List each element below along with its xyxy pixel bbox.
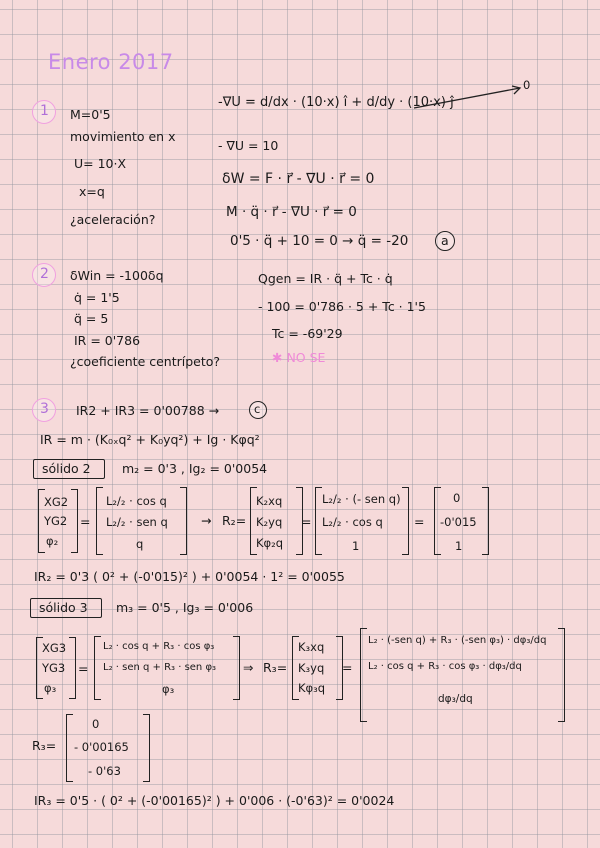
p3-inertia-formula: IR = m · (K₀ₓq² + K₀yq²) + Ig · Kφq² xyxy=(40,432,260,447)
m2-der-0: L₂/₂ · (- sen q) xyxy=(322,492,401,506)
p1-mass: M=0'5 xyxy=(70,107,111,122)
m2-mid-2: q xyxy=(136,537,144,551)
m3-der-2: dφ₃/dq xyxy=(438,693,473,705)
m3-equals-2: = xyxy=(342,660,353,675)
m2-equals-2: = xyxy=(301,514,312,529)
m2-mid-0: L₂/₂ · cos q xyxy=(106,494,167,508)
p2-substitution: - 100 = 0'786 · 5 + Tc · 1'5 xyxy=(258,299,426,314)
m2-mid-bracket-left xyxy=(96,487,103,555)
m2-der-1: L₂/₂ · cos q xyxy=(322,515,383,529)
m2-k-0: K₂xq xyxy=(256,494,283,508)
m2-der-2: 1 xyxy=(352,539,360,553)
p2-no-se: ✱ NO SE xyxy=(272,350,326,365)
m3-mid-bracket-right xyxy=(233,636,240,700)
m3-der-1: L₂ · cos q + R₃ · cos φ₃ · dφ₃/dq xyxy=(368,661,522,672)
p1-potential: U= 10·X xyxy=(74,156,127,171)
m2-k-2: Kφ₂q xyxy=(256,536,284,550)
m2-k-1: K₂yq xyxy=(256,515,283,529)
m3-mid-bracket-left xyxy=(94,636,101,700)
m3-lhs-bracket-right xyxy=(69,637,76,699)
p3-ir2: IR₂ = 0'3 ( 0² + (-0'015)² ) + 0'0054 · 1² = 0'0055 xyxy=(34,569,345,584)
p3-sum: IR2 + IR3 = 0'00788 → xyxy=(76,403,220,418)
p2-qgen: Qgen = IR · q̈ + Tc · q̇ xyxy=(258,271,393,286)
r3-label: R₃= xyxy=(263,660,288,675)
m2-lhs-0: XG2 xyxy=(44,495,69,509)
m3-arrow: ⇒ xyxy=(243,660,254,675)
p1-gradient-eq: -∇U = d/dx · (10·x) î + d/dy · (10·x) ĵ xyxy=(218,95,454,110)
p2-work: δWin = -100δq xyxy=(70,268,164,283)
m3-mid-1: L₂ · sen q + R₃ · sen φ₃ xyxy=(103,662,217,673)
p2-question: ¿coeficiente centrípeto? xyxy=(70,354,221,369)
m2-der-bracket-right xyxy=(402,487,409,555)
p1-eq-motion: M · q̈ · r⃗ - ∇U · r⃗ = 0 xyxy=(226,204,357,220)
solido-2-label: sólido 2 xyxy=(42,461,91,476)
p2-velocity: q̇ = 1'5 xyxy=(74,290,120,305)
p2-acceleration: q̈ = 5 xyxy=(74,311,109,326)
m3-der-bracket-right xyxy=(558,628,565,722)
m3-der-0: L₂ · (-sen q) + R₃ · (-sen φ₃) · dφ₃/dq xyxy=(368,635,547,646)
p1-result: 0'5 · q̈ + 10 = 0 → q̈ = -20 xyxy=(230,233,409,249)
m2-val-1: -0'015 xyxy=(440,515,477,529)
m2-val-0: 0 xyxy=(453,491,461,505)
p3-answer: c xyxy=(254,402,261,416)
p1-movement: movimiento en x xyxy=(70,129,176,144)
p1-x: x=q xyxy=(79,184,105,199)
p3-ir3: IR₃ = 0'5 · ( 0² + (-0'00165)² ) + 0'006 · (-0'63)² = 0'0024 xyxy=(34,793,395,808)
m2-der-bracket-left xyxy=(315,487,322,555)
problem-2-number: 2 xyxy=(40,266,49,282)
m3-lhs-1: YG3 xyxy=(42,661,66,675)
p1-answer: a xyxy=(441,233,449,248)
r3-val-1: - 0'00165 xyxy=(74,740,129,754)
r3-values-label: R₃= xyxy=(32,738,57,753)
m3-lhs-2: φ₃ xyxy=(44,681,57,695)
r3-val-2: - 0'63 xyxy=(88,764,121,778)
m3-mid-2: φ₃ xyxy=(162,682,175,696)
m3-der-bracket-left xyxy=(360,628,367,722)
m2-equals-3: = xyxy=(414,514,425,529)
p1-grad-value: - ∇U = 10 xyxy=(218,138,279,153)
p2-tc: Tc = -69'29 xyxy=(272,326,343,341)
r3-bracket-left xyxy=(66,714,73,782)
m3-mid-0: L₂ · cos q + R₃ · cos φ₃ xyxy=(103,641,215,652)
p1-question: ¿aceleración? xyxy=(70,212,156,227)
r2-label: R₂= xyxy=(222,513,247,528)
solido-3-data: m₃ = 0'5 , Ig₃ = 0'006 xyxy=(116,600,254,615)
p1-zero-sup: 0 xyxy=(523,78,531,92)
p2-inertia: IR = 0'786 xyxy=(74,333,141,348)
m3-lhs-0: XG3 xyxy=(42,641,67,655)
m2-val-bracket-right xyxy=(482,487,489,555)
problem-3-number: 3 xyxy=(40,401,49,417)
m2-lhs-2: φ₂ xyxy=(46,534,59,548)
r3-val-0: 0 xyxy=(92,717,100,731)
m2-arrow: → xyxy=(201,513,212,528)
m2-equals-1: = xyxy=(80,514,91,529)
p1-virtual-work: δW = F · r⃗ - ∇U · r⃗ = 0 xyxy=(222,171,375,187)
strike-arrow xyxy=(412,78,532,112)
solido-2-data: m₂ = 0'3 , Ig₂ = 0'0054 xyxy=(122,461,268,476)
m2-lhs-1: YG2 xyxy=(44,514,68,528)
m3-k-2: Kφ₃q xyxy=(298,681,326,695)
m2-lhs-bracket-right xyxy=(71,489,78,553)
page-title: Enero 2017 xyxy=(48,50,174,74)
m2-mid-1: L₂/₂ · sen q xyxy=(106,515,168,529)
problem-1-number: 1 xyxy=(40,103,49,119)
r3-bracket-right xyxy=(143,714,150,782)
m3-equals-1: = xyxy=(78,661,89,676)
m2-val-2: 1 xyxy=(455,539,463,553)
m3-k-0: K₃xq xyxy=(298,640,325,654)
m3-k-1: K₃yq xyxy=(298,661,325,675)
m2-mid-bracket-right xyxy=(180,487,187,555)
solido-3-label: sólido 3 xyxy=(39,600,88,615)
